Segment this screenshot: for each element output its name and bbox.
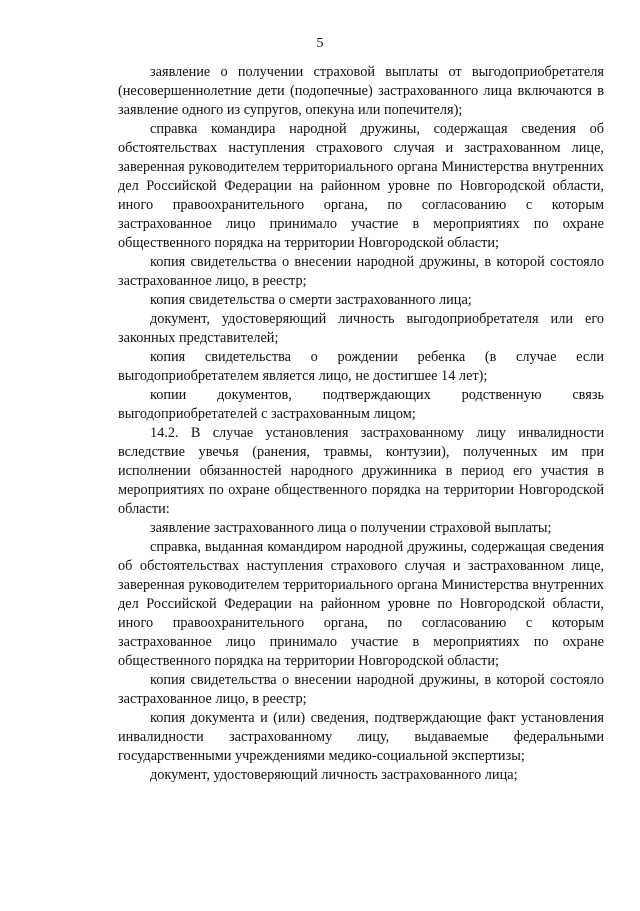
paragraph: справка командира народной дружины, содержащая сведения об обстоятельствах наступления страхового случая и застрахованном лице, заверенная руководителем территориального органа Министерства внутренних дел Российской Федерации на районном уровне по Новгородской области, иного правоохранительного органа, по согласованию с которым застрахованное лицо принимало участие в мероприятиях по охране общественного порядка на территории Новгородской области; [118, 121, 604, 251]
document-body [118, 63, 604, 785]
paragraph: копия свидетельства о внесении народной дружины, в которой состояло застрахованное лицо, в реестр; [118, 672, 604, 707]
paragraph: заявление застрахованного лица о получении страховой выплаты; [150, 520, 552, 536]
paragraph: копия документа и (или) сведения, подтверждающие факт установления инвалидности застрахованному лицу, выдаваемые федеральными государственными учреждениями медико-социальной экспертизы; [118, 710, 604, 764]
paragraph: копия свидетельства о внесении народной дружины, в которой состояло застрахованное лицо, в реестр; [118, 254, 604, 289]
paragraph: документ, удостоверяющий личность застрахованного лица; [150, 767, 518, 783]
paragraph: копии документов, подтверждающих родственную связь выгодоприобретателей с застрахованным лицом; [118, 387, 604, 422]
paragraph: документ, удостоверяющий личность выгодоприобретателя или его законных представителей; [118, 311, 604, 346]
paragraph: справка, выданная командиром народной дружины, содержащая сведения об обстоятельствах наступления страхового случая и застрахованном лице, заверенная руководителем территориального органа Министерства внутренних дел Российской Федерации на районном уровне по Новгородской области, иного правоохранительного органа, по согласованию с которым застрахованное лицо принимало участие в мероприятиях по охране общественного порядка на территории Новгородской области; [118, 539, 604, 669]
paragraph: заявление о получении страховой выплаты от выгодоприобретателя (несовершеннолетние дети (подопечные) застрахованного лица включаются в заявление одного из супругов, опекуна или попечителя); [118, 64, 604, 118]
paragraph: копия свидетельства о смерти застрахованного лица; [150, 292, 472, 308]
page-number: 5 [316, 36, 324, 51]
paragraph: копия свидетельства о рождении ребенка (в случае если выгодоприобретателем является лицо, не достигшее 14 лет); [118, 349, 604, 384]
paragraph: 14.2. В случае установления застрахованному лицу инвалидности вследствие увечья (ранения, травмы, контузии), полученных им при исполнении обязанностей народного дружинника в период его участия в мероприятиях по охране общественного порядка на территории Новгородской области: [118, 425, 604, 517]
